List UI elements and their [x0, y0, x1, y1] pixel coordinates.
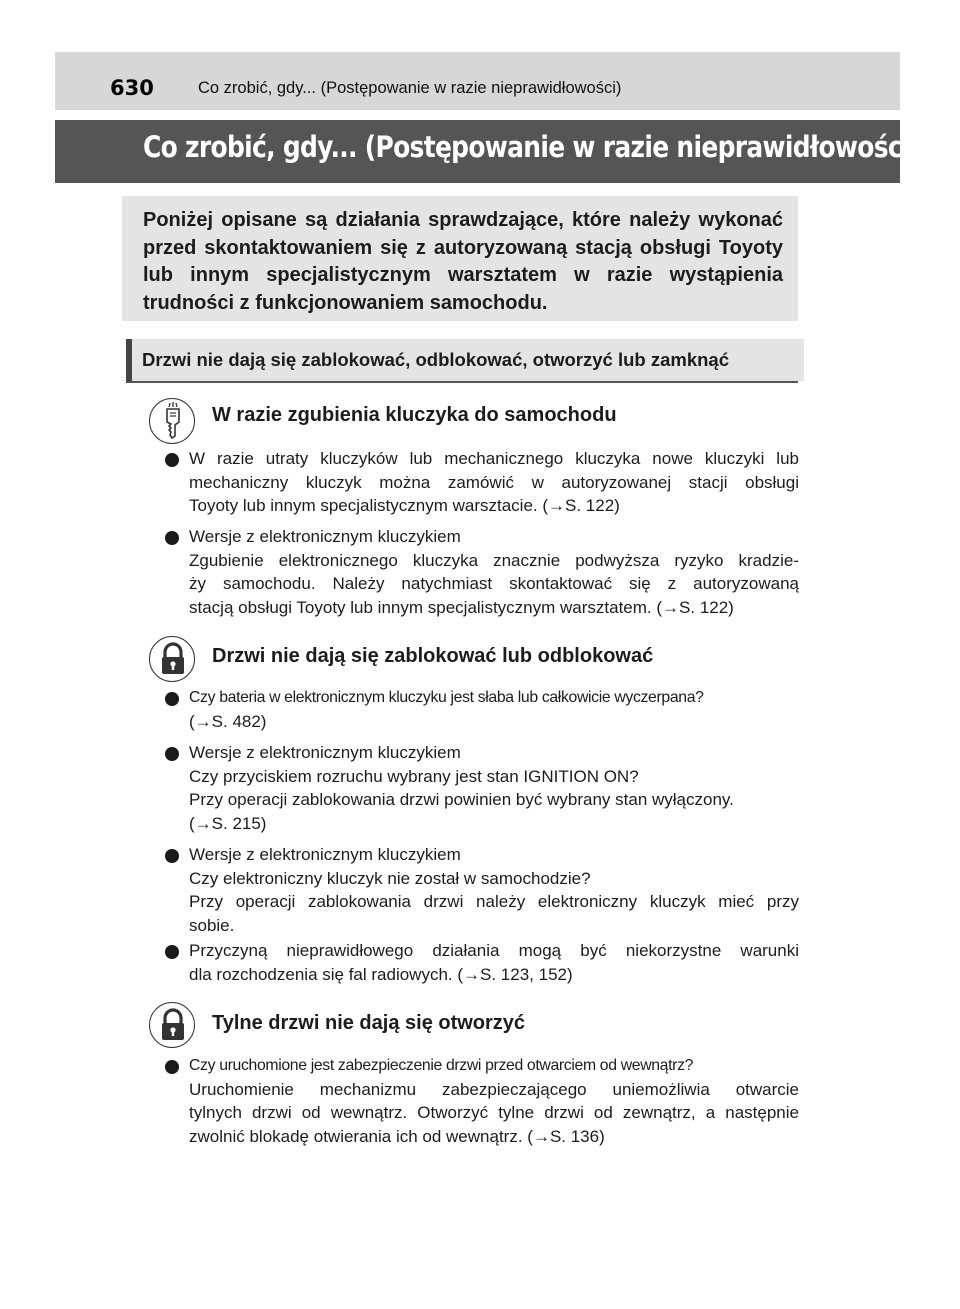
- subsection-heading: W razie zgubienia kluczyka do samochodu: [212, 404, 617, 426]
- padlock-icon: [149, 636, 195, 682]
- key-icon: [149, 398, 195, 444]
- bullet-icon: [165, 747, 179, 761]
- list-item: Wersje z elektronicznym kluczykiem Zgubienie elektronicznego kluczyka znacznie podwyższa ryzyko kradzie- ży samochodu. Należy natychmiast skontaktować się z autoryzowaną stacją obsługi Toyoty lub innym specjalistycznym warsztatem. (→S. 122): [189, 527, 799, 617]
- subsection-heading: Tylne drzwi nie dają się otworzyć: [212, 1012, 526, 1034]
- page-title: Co zrobić, gdy... (Postępowanie w razie nieprawidłowości): [143, 130, 921, 164]
- bullet-icon: [165, 531, 179, 545]
- list-item: Czy uruchomione jest zabezpieczenie drzwi przed otwarciem od wewnątrz? Uruchomienie mechanizmu zabezpieczającego uniemożliwia otwarcie tylnych drzwi od wewnątrz. Otworzyć tylne drzwi od zewnątrz, a następnie zwolnić blokadę otwierania ich od wewnątrz. (→S. 136): [189, 1057, 799, 1146]
- page-number: 630: [110, 76, 154, 100]
- list-item: Przyczyną nieprawidłowego działania mogą być niekorzystne warunki dla rozchodzenia się fal radiowych. (→S. 123, 152): [189, 941, 799, 984]
- bullet-icon: [165, 945, 179, 959]
- list-item: Czy bateria w elektronicznym kluczyku jest słaba lub całkowicie wyczerpana? (→S. 482): [189, 689, 704, 731]
- subsection-heading: Drzwi nie dają się zablokować lub odblokować: [212, 645, 654, 667]
- intro-text: Poniżej opisane są działania sprawdzające, które należy wykonać przed skontaktowaniem się z autoryzowaną stacją obsługi Toyoty lub innym specjalistycznym warsztatem w razie wystąpienia trudności z funkcjonowaniem samochodu.: [143, 209, 783, 314]
- bullet-icon: [165, 1060, 179, 1074]
- section-divider: [126, 381, 798, 383]
- bullet-icon: [165, 692, 179, 706]
- running-title: Co zrobić, gdy... (Postępowanie w razie nieprawidłowości): [198, 79, 622, 97]
- list-item: Wersje z elektronicznym kluczykiem Czy elektroniczny kluczyk nie został w samochodzie? Przy operacji zablokowania drzwi należy elektroniczny kluczyk mieć przy sobie.: [189, 845, 799, 935]
- section-title: Drzwi nie dają się zablokować, odblokować, otworzyć lub zamknąć: [142, 349, 730, 370]
- bullet-icon: [165, 849, 179, 863]
- list-item: Wersje z elektronicznym kluczykiem Czy przyciskiem rozruchu wybrany jest stan IGNITION ON? Przy operacji zablokowania drzwi powinien być wybrany stan wyłączony. (→S. 215): [189, 743, 734, 833]
- bullet-icon: [165, 453, 179, 467]
- padlock-icon: [149, 1002, 195, 1048]
- list-item: W razie utraty kluczyków lub mechanicznego kluczyka nowe kluczyki lub mechaniczny kluczyk można zamówić w autoryzowanej stacji obsługi Toyoty lub innym specjalistycznym warsztacie. (→S. 122): [189, 449, 799, 515]
